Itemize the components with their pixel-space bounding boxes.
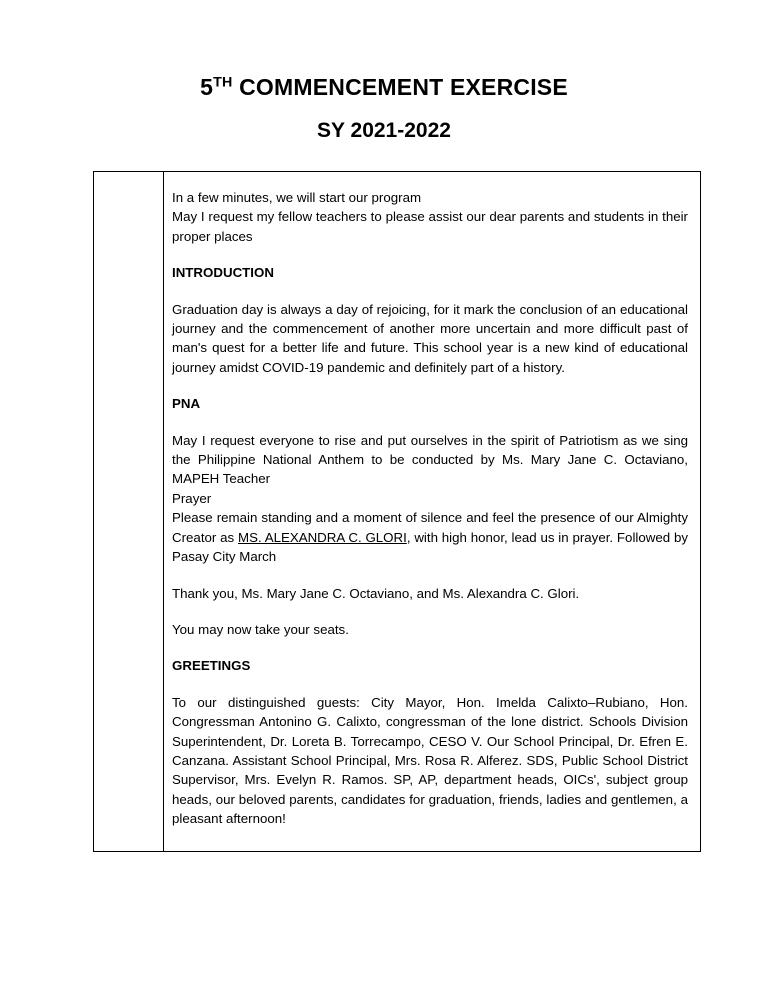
script-body-text — [172, 188, 688, 829]
title-rest: COMMENCEMENT EXERCISE — [232, 74, 568, 100]
title-ordinal-suffix: TH — [213, 74, 233, 91]
body-paragraph: Graduation day is always a day of rejoicing, for it mark the conclusion of an educational journey and the commencement of another more uncertain and more difficult past of man's quest for a better life and future. This school year is a new kind of educational journey amidst COVID-19 pandemic and definitely part of a history. — [172, 301, 688, 375]
paragraph-spacer — [172, 414, 688, 431]
paragraph-text-after: , with high honor, lead us in prayer. Followed by Pasay City March — [172, 529, 688, 565]
paragraph-spacer — [172, 639, 688, 656]
body-paragraph: Prayer — [172, 490, 212, 506]
title-number: 5 — [200, 74, 214, 100]
body-paragraph: Thank you, Ms. Mary Jane C. Octaviano, and Ms. Alexandra C. Glori. — [172, 585, 580, 601]
document-title-block — [0, 0, 768, 143]
body-paragraph: May I request my fellow teachers to please assist our dear parents and students in their proper places — [172, 209, 688, 244]
table-cell-script-body — [164, 172, 701, 852]
paragraph-spacer — [172, 603, 688, 620]
paragraph-spacer — [172, 676, 688, 693]
script-table — [93, 171, 701, 852]
paragraph-spacer — [172, 283, 688, 300]
body-paragraph: In a few minutes, we will start our program — [172, 190, 422, 205]
page-title — [0, 74, 768, 100]
body-paragraph: May I request everyone to rise and put ourselves in the spirit of Patriotism as we sing the Philippine National Anthem to be conducted by Ms. Mary Jane C. Octaviano, MAPEH Teacher — [172, 432, 688, 487]
page-subtitle: SY 2021-2022 — [317, 119, 451, 143]
section-heading: PNA — [172, 396, 201, 412]
paragraph-text-before: Please remain standing and a moment of silence and feel the presence of our Almighty Creator as — [172, 510, 688, 545]
table-row — [94, 172, 701, 852]
body-paragraph: You may now take your seats. — [172, 621, 349, 637]
paragraph-spacer — [172, 377, 688, 394]
underlined-name: MS. ALEXANDRA C. GLORI — [238, 529, 407, 545]
paragraph-spacer — [172, 567, 688, 584]
table-cell-left-empty — [94, 172, 164, 852]
section-heading: GREETINGS — [172, 658, 251, 674]
body-paragraph — [172, 508, 688, 566]
body-paragraph: To our distinguished guests: City Mayor, Hon. Imelda Calixto–Rubiano, Hon. Congressman Antonino G. Calixto, congressman of the lone district. Schools Division Superintendent, Dr. Loreta B. Torrecampo, CESO V. Our School Principal, Dr. Efren E. Canzana. Assistant School Principal, Mrs. Rosa R. Alferez. SDS, Public School District Supervisor, Mrs. Evelyn R. Ramos. SP, AP, department heads, OICs', subject group heads, our beloved parents, candidates for graduation, friends, ladies and gentlemen, a pleasant afternoon! — [172, 694, 688, 827]
section-heading: INTRODUCTION — [172, 265, 274, 281]
paragraph-spacer — [172, 246, 688, 263]
